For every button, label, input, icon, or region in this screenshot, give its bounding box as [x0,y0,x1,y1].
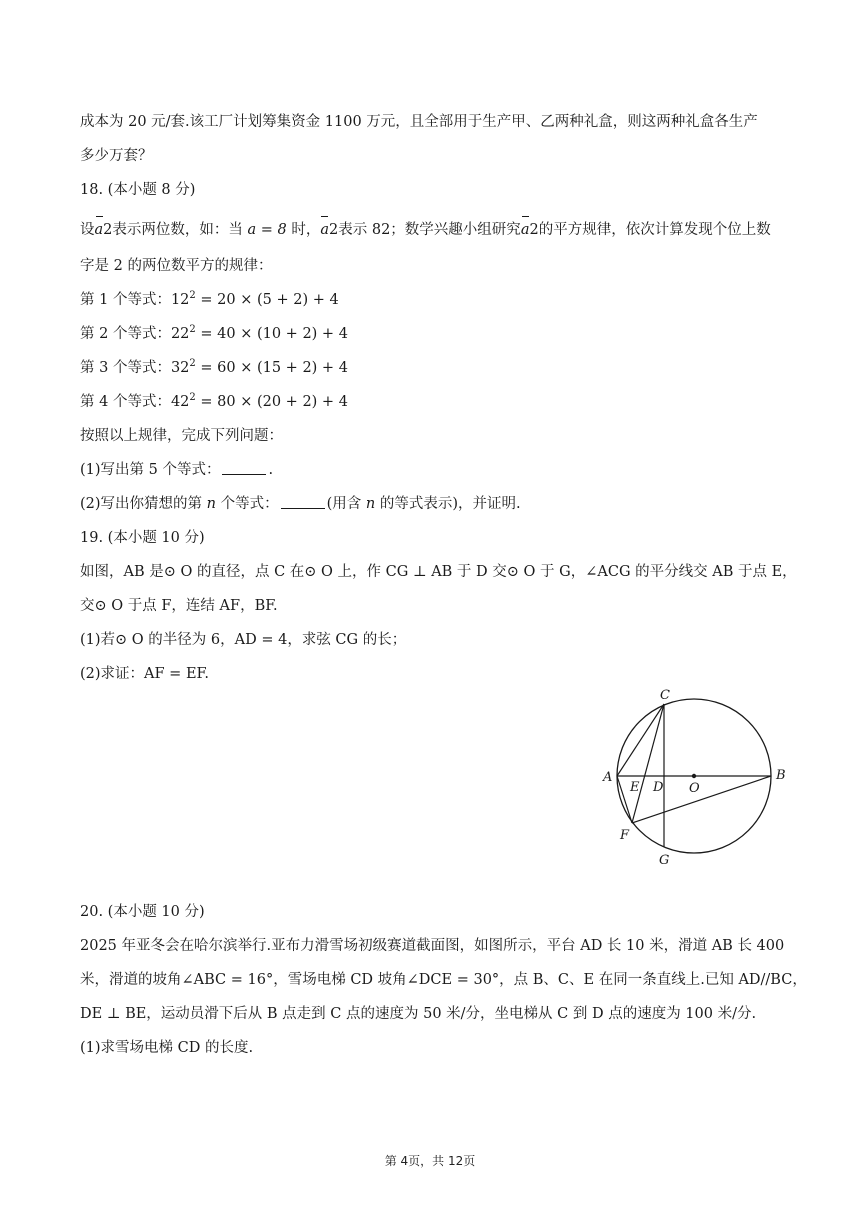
q19-text-line-2: 交⊙ O 于点 F，连结 AF，BF. [80,598,278,614]
q18-equation-2: 第 2 个等式：$22^2 = 40 \times (10 + 2) + 4$ [80,324,348,342]
a2-numeral: a [320,222,330,238]
q20-part-1: (1)求雪场电梯 CD 的长度. [80,1040,254,1056]
segment-ac [617,704,664,776]
label-b: B [776,768,786,783]
q18-instruction: 按照以上规律，完成下列问题： [80,428,283,444]
label-a: A [603,770,613,785]
q18-intro-line-1: 设a2表示两位数，如：当 a = 8 时，a2表示 82；数学兴趣小组研究a2的平方规律，依次计算发现个位上数 [80,222,771,238]
q20-text-line-3: DE ⊥ BE，运动员滑下后从 B 点走到 C 点的速度为 50 米/分，坐电梯从 C 到 D 点的速度为 100 米/分. [80,1006,757,1022]
center-point-o [692,774,696,778]
answer-blank[interactable] [222,462,266,475]
q18-equation-1: 第 1 个等式：$12^2 = 20 \times (5 + 2) + 4$ [80,290,339,308]
q19-part-1: (1)若⊙ O 的半径为 6，AD = 4，求弦 CG 的长； [80,632,407,648]
q17-text-line-1: 成本为 20 元/套.该工厂计划筹集资金 1100 万元，且全部用于生产甲、乙两种礼盒，则这两种礼盒各生产 [80,114,758,130]
a2-numeral: a [94,222,104,238]
q18-intro-text: 设 [80,222,95,238]
q18-part-2: (2)写出你猜想的第 n 个等式： (用含 n 的等式表示)，并证明. [80,496,521,512]
circle-geometry-figure [594,684,800,872]
q18-a-value: a = 8 [247,222,287,238]
label-g: G [659,853,670,868]
q19-part-2: (2)求证：AF = EF. [80,666,209,682]
q18-equation-3: 第 3 个等式：$32^2 = 60 \times (15 + 2) + 4$ [80,358,348,376]
answer-blank[interactable] [281,496,325,509]
label-o: O [689,781,700,796]
q17-text-line-2: 多少万套？ [80,148,153,164]
q20-text-line-2: 米，滑道的坡角∠ABC = 16°，雪场电梯 CD 坡角∠DCE = 30°，点 B、C、E 在同一条直线上.已知 AD//BC， [80,972,807,988]
q19-heading: 19. (本小题 10 分) [80,530,205,546]
label-f: F [620,828,630,843]
q18-equation-4: 第 4 个等式：$42^2 = 80 \times (20 + 2) + 4$ [80,392,348,410]
label-e: E [630,780,640,795]
label-d: D [653,780,664,795]
page-footer: 第 4页，共 12页 [384,1154,476,1168]
q18-heading: 18. (本小题 8 分) [80,182,196,198]
segment-cf [632,704,664,823]
q20-text-line-1: 2025 年亚冬会在哈尔滨举行.亚布力滑雪场初级赛道截面图，如图所示，平台 AD 长 10 米，滑道 AB 长 400 [80,938,785,954]
q18-intro-line-2: 字是 2 的两位数平方的规律： [80,258,273,274]
a2-numeral: a [520,222,530,238]
label-c: C [660,688,670,703]
q18-part-1: (1)写出第 5 个等式： . [80,462,274,478]
q19-text-line-1: 如图，AB 是⊙ O 的直径，点 C 在⊙ O 上，作 CG ⊥ AB 于 D 交⊙ O 于 G，∠ACG 的平分线交 AB 于点 E， [80,564,797,580]
q20-heading: 20. (本小题 10 分) [80,904,205,920]
